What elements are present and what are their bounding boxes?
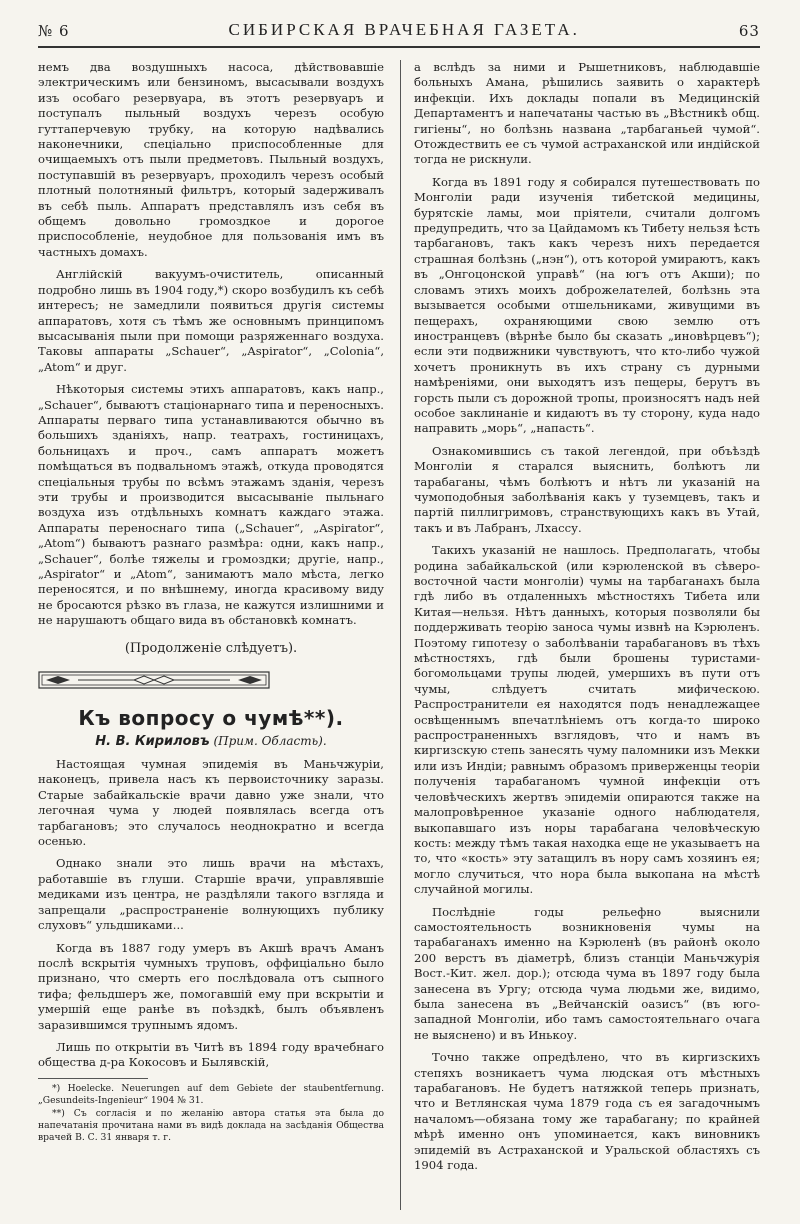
column-divider (400, 60, 401, 1210)
right-column (414, 60, 760, 1180)
page-header (38, 0, 760, 48)
body-paragraph: Англійскій вакуумъ-очиститель, описанный подробно лишь въ 1904 году,*) скоро возбудилъ къ себѣ интересъ; не замедлили появиться другія системы аппаратовъ, хотя съ тѣмъ же основнымъ принципомъ высасыванія пыли при помощи разряженнаго воздуха. Таковы аппараты „Schauer“, „Aspirator“, „Colonia“, „Atom“ и друг. (38, 267, 384, 374)
columns (38, 60, 760, 1180)
article-title: Къ вопросу о чумѣ**). (78, 706, 344, 731)
issue-number: № 6 (38, 22, 70, 40)
body-paragraph: немъ два воздушныхъ насоса, дѣйствовавшіе электрическимъ или бензиномъ, высасывали воздухъ изъ особаго резервуара, въ этотъ резервуаръ и поступалъ пыльный воздухъ черезъ особую гуттаперчевую трубку, на которую надѣвались наконечники, спеціально приспособленные для очищаемыхъ отъ пыли предметовъ. Пыльный воздухъ, поступавшій въ резервуаръ, проходилъ черезъ особый плотный полотняный фильтръ, который задерживалъ въ себѣ пыль. Аппаратъ представлялъ изъ себя въ общемъ довольно громоздкое и дорогое приспособленіе, неудобное для пользованія имъ въ частныхъ домахъ. (38, 60, 384, 259)
body-paragraph: а вслѣдъ за ними и Рышетниковъ, наблюдавшіе больныхъ Амана, рѣшились заявить о характерѣ инфекціи. Ихъ доклады попали въ Медицинскій Департаментъ и напечатаны частью въ „Вѣстникѣ общ. гигіены“, но болѣзнь названа „тарбаганьей чумой“. Отождествить ее съ чумой астраханской или индійской тогда не рискнули. (414, 60, 760, 167)
byline (38, 734, 384, 749)
page-number: 63 (738, 22, 760, 40)
continuation-note: (Продолженіе слѣдуетъ). (124, 640, 298, 656)
body-paragraph: Ознакомившись съ такой легендой, при объѣздѣ Монголіи я старался выяснить, болѣютъ ли тарабаганы, чѣмъ болѣютъ и нѣтъ ли указаній на чумоподобныя заболѣванія какъ у туземцевъ, такъ и партій пиллигримовъ, странствующихъ какъ въ Утай, такъ и въ Лабранъ, Лхассу. (414, 443, 760, 535)
footnote-rule (38, 1078, 148, 1079)
newspaper-title: СИБИРСКАЯ ВРАЧЕБНАЯ ГАЗЕТА. (228, 20, 580, 39)
body-paragraph: Послѣдніе годы рельефно выяснили самостоятельность возникновенія чумы на тарабаганахъ именно на Кэрюленѣ (въ районѣ около 200 верстъ въ діаметрѣ, близъ станціи Маньчжурія Вост.-Кит. жел. дор.); отсюда чума въ 1897 году была занесена въ Ургу; отсюда чума людьми же, видимо, была занесена въ „Вейчанскій оазисъ“ (въ юго-западной Монголіи, ибо тамъ самостоятельнаго очага не выяснено) и въ Инькоу. (414, 904, 760, 1042)
body-paragraph: Точно также опредѣлено, что въ киргизскихъ степяхъ возникаетъ чума людская отъ мѣстныхъ тарабагановъ. Не будетъ натяжкой теперь признать, что и Ветлянская чума 1879 года съ ея загадочнымъ началомъ—обязана тому же тарабагану; по крайней мѣрѣ именно онъ упоминается, какъ виновникъ эпидемій въ Астраханской и Уральской областяхъ съ 1904 года. (414, 1050, 760, 1173)
body-paragraph: Когда въ 1891 году я собирался путешествовать по Монголіи ради изученія тибетской медицины, бурятскіе ламы, мои пріятели, считали долгомъ предупредить, что за Цайдамомъ къ Тибету нельзя ѣсть тарбагановъ, такъ какъ черезъ нихъ передается страшная болѣзнь („нэн“), отъ которой умираютъ, какъ въ „Онгоцонской управѣ“ (на югъ отъ Акши); по словамъ этихъ моихъ доброжелателей, болѣзнь эта вызывается особыми отшельниками, живущими въ пещерахъ, охраняющими свою землю отъ иностранцевъ (вѣрнѣе было бы сказать „иновѣрцевъ“); если эти подвижники чувствуютъ, что кто-либо чужой хочетъ проникнуть въ ихъ страну съ дурными намѣреніями, они выходятъ изъ пещеры, берутъ въ горсть пыли съ дорожной тропы, произносятъ надъ ней особое заклинаніе и кидаютъ въ ту сторону, куда надо направить „морь“, „напасть“. (414, 174, 760, 436)
article-paragraph: Когда въ 1887 году умеръ въ Акшѣ врачъ Аманъ послѣ вскрытія чумныхъ труповъ, оффиціально было признано, что смерть его послѣдовала отъ сыпного тифа; фельдшеръ же, помогавшій ему при вскрытіи и умершій еще ранѣе въ поѣздкѣ, былъ объявленъ заразившимся трупнымъ ядомъ. (38, 940, 384, 1032)
footnote: *) Hoelecke. Neuerungen auf dem Gebiete der staubentfernung. „Gesundeits-Ingenieur“ 1904 № 31. (38, 1082, 384, 1106)
article-paragraph: Настоящая чумная эпидемія въ Маньчжуріи, наконецъ, привела насъ къ первоисточнику заразы. Старые забайкальскіе врачи давно уже знали, что легочная чума у людей появлялась всегда отъ тарбагановъ; это случалось неоднократно и всегда осенью. (38, 757, 384, 849)
author-place: (Прим. Область). (213, 734, 327, 749)
footnote: **) Съ согласія и по желанію автора статья эта была до напечатанія прочитана нами въ видѣ доклада на засѣданія Общества врачей В. С. 31 января т. г. (38, 1108, 384, 1143)
left-column (38, 60, 384, 1180)
article-paragraph: Однако знали это лишь врачи на мѣстахъ, работавшіе въ глуши. Старшіе врачи, управлявшіе медиками изъ центра, не раздѣляли такого взгляда и запрещали „распространеніе волнующихъ публику слуховъ“ ульдшиками... (38, 856, 384, 933)
article-author: Н. В. Кириловъ (95, 734, 210, 750)
body-paragraph: Нѣкоторыя системы этихъ аппаратовъ, какъ напр., „Schauer“, бываютъ стаціонарнаго типа и переносныхъ. Аппараты перваго типа устанавливаются обычно въ большихъ зданіяхъ, напр. театрахъ, гостиницахъ, больницахъ и проч., самъ аппаратъ можетъ помѣщаться въ подвальномъ этажѣ, откуда проводятся спеціальныя трубы по всѣмъ этажамъ зданія, черезъ эти трубы и производится высасываніе пыльнаго воздуха изъ отдѣльныхъ комнатъ каждаго этажа. Аппараты переноснаго типа („Schauer“, „Aspirator“, „Atom“) бываютъ разнаго размѣра: одни, какъ напр., „Schauer“, болѣе тяжелы и громоздки; другіе, напр., „Aspirator“ и „Atom“, занимаютъ мало мѣста, легко переносятся, и по внѣшнему, иногда красивому виду не бросаются рѣзко въ глаза, не кажутся излишними и не нарушаютъ общаго вида въ обстановкѣ комнатъ. (38, 382, 384, 628)
body-paragraph: Такихъ указаній не нашлось. Предполагать, чтобы родина забайкальской (или кэрюленской въ сѣверо-восточной части монголіи) чумы на тарбаганахъ была гдѣ либо въ отдаленныхъ мѣстностяхъ Тибета или Китая—нельзя. Нѣтъ данныхъ, которыя позволяли бы поддерживать теорію заноса чумы извнѣ на Кэрюленъ. Поэтому гипотезу о заболѣваніи тарабагановъ въ тѣхъ мѣстностяхъ, гдѣ были брошены туристами-богомольцами трупы людей, умершихъ въ пути отъ чумы, слѣдуетъ считать мифическою. Распространители ея находятся подъ ненадлежащее освѣщеннымъ впечатлѣніемъ отъ когда-то широко распространенныхъ взглядовъ, что и намъ въ киргизскую степь занесять чуму паломники изъ Мекки или изъ Индіи; равнымъ образомъ приверженцы теоріи полученія тарабаганомъ чумной инфекціи отъ человѣческихъ жертвъ эпидеміи опираются также на малопровѣренное указаніе одного наблюдателя, выкопавшаго изъ норы тарабагана человѣческую кость: между тѣмъ такая находка еще не указываетъ на то, что «кость» эту затащилъ въ нору самъ хозяинъ ея; могло случиться, что нора была выкопана на мѣстѣ случайной могилы. (414, 543, 760, 897)
article-paragraph: Лишь по открытіи въ Читѣ въ 1894 году врачебнаго общества д-ра Кокосовъ и Былявскій, (38, 1039, 384, 1070)
ornament-divider (38, 670, 270, 690)
